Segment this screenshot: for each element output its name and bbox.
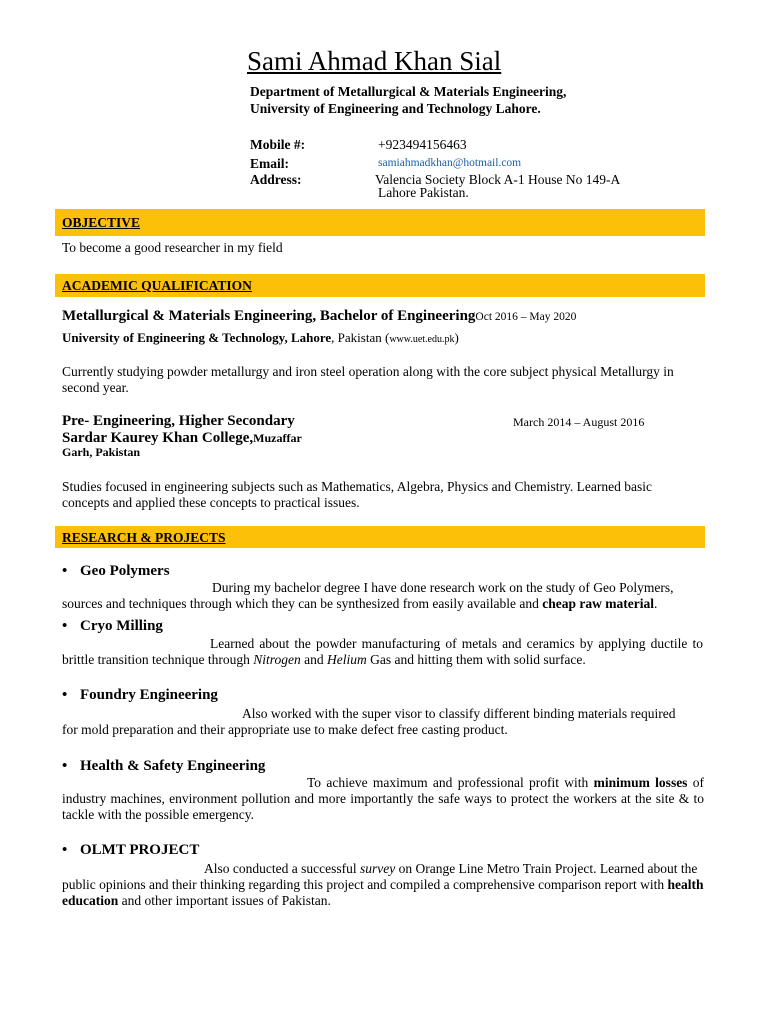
project-2-title: Cryo Milling bbox=[80, 618, 163, 634]
email-link[interactable]: samiahmadkhan@hotmail.com bbox=[378, 157, 522, 169]
candidate-name: Sami Ahmad Khan Sial bbox=[247, 46, 502, 76]
project-3-title: Foundry Engineering bbox=[80, 687, 218, 703]
project-2-text: Learned about the powder manufacturing of metals and ceramics by applying ductile to brittle transition technique through bbox=[62, 636, 703, 667]
degree-1-url-open: ( bbox=[381, 330, 390, 345]
address-label: Address: bbox=[250, 172, 302, 187]
project-2-text-2: and bbox=[300, 652, 327, 667]
project-3-heading bbox=[62, 687, 218, 704]
research-heading: RESEARCH & PROJECTS bbox=[62, 530, 226, 545]
degree-1-country: , Pakistan bbox=[331, 330, 382, 345]
project-4-text: To achieve maximum and professional profit with bbox=[307, 775, 594, 790]
objective-heading: OBJECTIVE bbox=[62, 215, 141, 230]
project-4-bold: minimum losses bbox=[593, 775, 688, 790]
degree-1-title: Metallurgical & Materials Engineering, Bachelor of Engineering bbox=[62, 308, 476, 324]
project-4-heading bbox=[62, 758, 265, 775]
project-2-heading bbox=[62, 618, 163, 635]
project-4-description bbox=[62, 775, 704, 823]
bullet-icon: • bbox=[62, 563, 68, 579]
project-5-end: and other important issues of Pakistan. bbox=[118, 893, 331, 908]
objective-section-bar bbox=[55, 209, 705, 236]
degree-2-institution: Sardar Kaurey Khan College, bbox=[62, 430, 254, 446]
project-2-end: Gas and hitting them with solid surface. bbox=[366, 652, 586, 667]
mobile-value: +923494156463 bbox=[378, 137, 467, 152]
project-5-description bbox=[62, 861, 708, 909]
project-5-bold: health education bbox=[62, 877, 704, 908]
address-line-2: Lahore Pakistan. bbox=[378, 185, 469, 200]
project-1-text: During my bachelor degree I have done research work on the study of Geo Polymers, sources and techniques through which they can be synthesized from easily available and bbox=[62, 580, 674, 611]
project-5-title: OLMT PROJECT bbox=[80, 842, 200, 858]
degree-2-title: Pre- Engineering, Higher Secondary bbox=[62, 413, 295, 429]
degree-1-dates: Oct 2016 – May 2020 bbox=[475, 311, 577, 323]
degree-1-institution-line bbox=[62, 330, 459, 346]
project-1-end: . bbox=[653, 596, 658, 611]
bullet-icon: • bbox=[62, 758, 68, 774]
department-line: Department of Metallurgical & Materials Engineering, bbox=[250, 84, 567, 99]
project-1-bold: cheap raw material bbox=[542, 596, 654, 611]
objective-text: To become a good researcher in my field bbox=[62, 240, 283, 255]
address-line-1: Valencia Society Block A-1 House No 149-A bbox=[375, 172, 621, 187]
degree-2-city: Muzaffar bbox=[253, 431, 302, 445]
university-line: University of Engineering and Technology Lahore. bbox=[250, 101, 541, 116]
project-2-description bbox=[62, 636, 703, 668]
project-5-text: Also conducted a successful bbox=[204, 861, 360, 876]
degree-1-url-close: ) bbox=[454, 330, 459, 345]
degree-1-institution: University of Engineering & Technology, Lahore bbox=[62, 330, 332, 345]
university-website-link[interactable]: www.uet.edu.pk bbox=[389, 334, 455, 345]
bullet-icon: • bbox=[62, 618, 68, 634]
academic-heading: ACADEMIC QUALIFICATION bbox=[62, 278, 252, 293]
mobile-label: Mobile #: bbox=[250, 137, 306, 152]
degree-1-description: Currently studying powder metallurgy and iron steel operation along with the core subject physical Metallurgy in second year. bbox=[62, 364, 674, 395]
research-section-bar bbox=[55, 526, 705, 548]
project-2-italic-1: Nitrogen bbox=[253, 652, 301, 667]
degree-2-description: Studies focused in engineering subjects such as Mathematics, Algebra, Physics and Chemistry. Learned basic concepts and applied these concepts to practical issues. bbox=[62, 479, 652, 510]
academic-section-bar bbox=[55, 274, 705, 297]
project-4-end: of industry machines, environment pollution and more importantly the safe ways to protect the workers at the site & to tackle with the possible emergency. bbox=[62, 775, 704, 822]
project-2-italic-2: Helium bbox=[326, 652, 367, 667]
degree-2-dates: March 2014 – August 2016 bbox=[513, 415, 645, 429]
degree-2-city-line: Garh, Pakistan bbox=[62, 445, 141, 459]
project-5-heading bbox=[62, 842, 199, 859]
bullet-icon: • bbox=[62, 687, 68, 703]
project-1-title: Geo Polymers bbox=[80, 563, 170, 579]
project-5-text-2: on Orange Line Metro Train Project. Learned about the public opinions and their thinking regarding this project and compiled a comprehensive comparison report with bbox=[62, 861, 698, 892]
degree-1-heading bbox=[62, 308, 576, 325]
project-1-description bbox=[62, 580, 708, 612]
bullet-icon: • bbox=[62, 842, 68, 858]
email-label: Email: bbox=[250, 156, 289, 171]
project-3-description: Also worked with the super visor to classify different binding materials required for mold preparation and their appropriate use to make defect free casting product. bbox=[62, 706, 676, 737]
project-4-title: Health & Safety Engineering bbox=[80, 758, 266, 774]
project-1-heading bbox=[62, 563, 170, 580]
project-5-italic: survey bbox=[359, 861, 396, 876]
